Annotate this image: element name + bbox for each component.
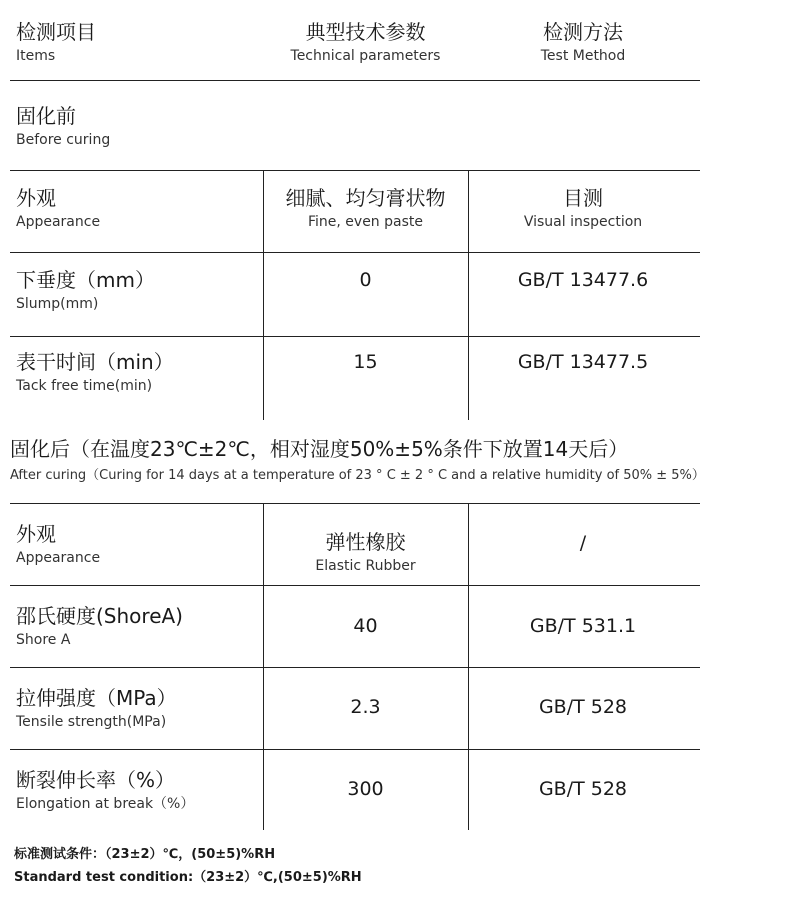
table-divider	[10, 170, 700, 171]
row-value: 40	[353, 615, 378, 637]
row-method-zh: 目测	[563, 186, 603, 210]
row-param-zh: 弹性橡胶	[325, 530, 406, 554]
row-item-en: Slump(mm)	[16, 296, 99, 312]
after-curing-title-zh: 固化后（在温度23℃±2℃，相对湿度50%±5%条件下放置14天后）	[10, 437, 629, 461]
column-divider	[468, 170, 469, 420]
row-value: 300	[347, 778, 384, 800]
row-param-en: Elastic Rubber	[315, 558, 416, 574]
before-curing-title-zh: 固化前	[16, 104, 76, 128]
header-params-en: Technical parameters	[290, 48, 441, 64]
header-method-en: Test Method	[540, 48, 626, 64]
footer-condition-zh: 标准测试条件：（23±2）℃，(50±5)%RH	[14, 847, 276, 862]
table-divider	[10, 667, 700, 668]
after-curing-title-en: After curing（Curing for 14 days at a temperature of 23 ° C ± 2 ° C and a relative humidity of 50% ± 5%）	[10, 468, 705, 483]
row-item-zh: 外观	[16, 186, 56, 210]
before-curing-title-en: Before curing	[16, 132, 111, 148]
row-method: GB/T 531.1	[529, 615, 637, 637]
column-divider	[263, 170, 264, 420]
table-divider	[10, 252, 700, 253]
header-items-zh: 检测项目	[16, 20, 96, 44]
header-params-zh: 典型技术参数	[305, 20, 426, 44]
row-item-zh: 拉伸强度（MPa）	[16, 686, 177, 710]
row-method: /	[579, 532, 587, 554]
row-method: GB/T 528	[538, 696, 628, 718]
row-value: 2.3	[350, 696, 381, 718]
table-divider	[10, 503, 700, 504]
column-divider	[263, 503, 264, 830]
row-item-en: Appearance	[16, 214, 101, 230]
row-item-zh: 断裂伸长率（%）	[16, 768, 176, 792]
row-method-en: Visual inspection	[523, 214, 643, 230]
row-item-en: Shore A	[16, 632, 71, 648]
row-method: GB/T 13477.6	[517, 269, 649, 291]
column-divider	[468, 503, 469, 830]
row-value: 15	[353, 351, 378, 373]
row-item-en: Appearance	[16, 550, 101, 566]
table-divider	[10, 749, 700, 750]
row-item-zh: 下垂度（mm）	[16, 268, 155, 292]
table-divider	[10, 585, 700, 586]
row-item-en: Tack free time(min)	[16, 378, 153, 394]
header-divider	[10, 80, 700, 81]
row-param-en: Fine, even paste	[307, 214, 423, 230]
row-item-zh: 邵氏硬度(ShoreA)	[16, 604, 183, 628]
row-method: GB/T 13477.5	[517, 351, 649, 373]
row-item-zh: 表干时间（min）	[16, 350, 174, 374]
header-method-zh: 检测方法	[543, 20, 623, 44]
row-item-en: Tensile strength(MPa)	[16, 714, 167, 730]
row-param-zh: 细腻、均匀膏状物	[285, 186, 446, 210]
header-items-en: Items	[16, 48, 56, 64]
table-divider	[10, 336, 700, 337]
row-method: GB/T 528	[538, 778, 628, 800]
row-item-en: Elongation at break（%）	[16, 796, 195, 812]
footer-condition-en: Standard test condition:（23±2）℃,(50±5)%RH	[14, 870, 362, 885]
row-item-zh: 外观	[16, 522, 56, 546]
row-value: 0	[359, 269, 372, 291]
